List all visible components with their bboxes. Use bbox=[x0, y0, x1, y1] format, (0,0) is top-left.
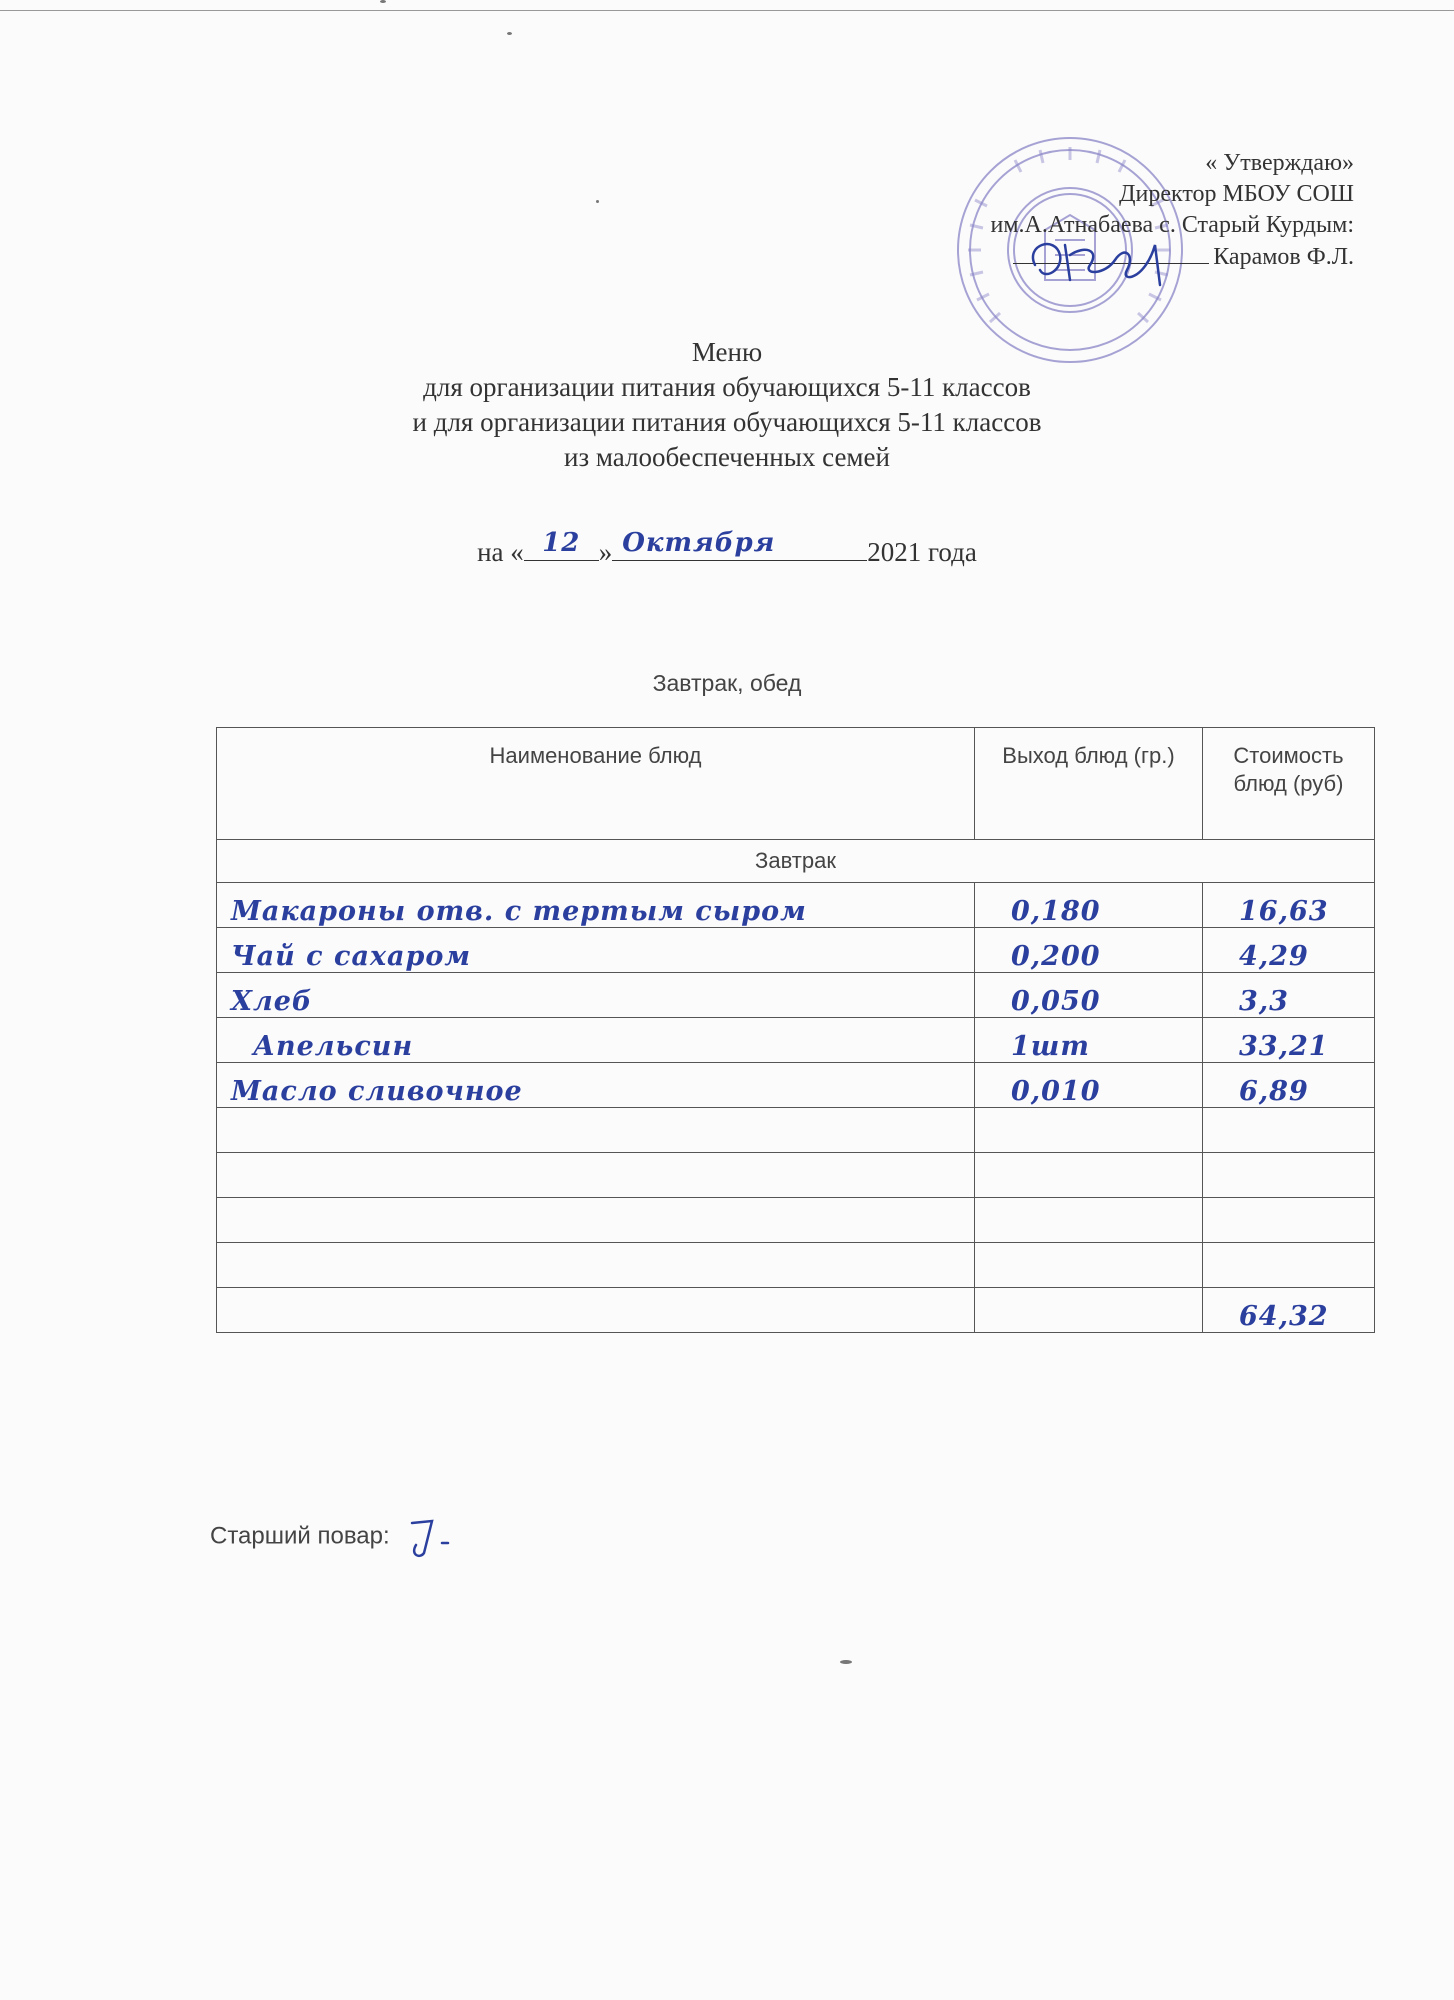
empty-row bbox=[217, 1153, 1375, 1198]
scan-speck bbox=[596, 200, 599, 203]
dish-output: 0,010 bbox=[1011, 1076, 1101, 1107]
dish-output: 0,180 bbox=[1011, 896, 1101, 927]
date-month-field bbox=[612, 530, 867, 561]
cook-signature bbox=[402, 1515, 462, 1559]
table-row bbox=[217, 928, 1375, 973]
title-line-3: и для организации питания обучающихся 5-11 классов bbox=[412, 407, 1042, 437]
title-line-4: из малообеспеченных семей bbox=[564, 442, 890, 472]
dish-cost: 16,63 bbox=[1239, 896, 1329, 927]
date-suffix: 2021 года bbox=[867, 537, 977, 567]
dish-cost: 4,29 bbox=[1239, 941, 1309, 972]
empty-row bbox=[217, 1108, 1375, 1153]
dish-output: 0,200 bbox=[1011, 941, 1101, 972]
header-output: Выход блюд (гр.) bbox=[975, 728, 1203, 840]
director-name: Карамов Ф.Л. bbox=[1213, 244, 1354, 270]
table-header-row bbox=[217, 728, 1375, 840]
date-prefix: на « bbox=[477, 537, 524, 567]
approval-school: им.А.Атнабаева с. Старый Курдым: bbox=[990, 212, 1354, 238]
table-row bbox=[217, 1018, 1375, 1063]
cook-label: Старший повар: bbox=[210, 1522, 390, 1550]
document-title bbox=[0, 335, 1454, 475]
scan-top-edge bbox=[0, 10, 1454, 11]
dish-name: Макароны отв. с тертым сыром bbox=[231, 896, 807, 927]
table-row bbox=[217, 883, 1375, 928]
empty-row bbox=[217, 1243, 1375, 1288]
table-row bbox=[217, 1063, 1375, 1108]
date-mid: » bbox=[598, 537, 613, 567]
dish-name: Чай с сахаром bbox=[231, 941, 472, 972]
dish-name: Хлеб bbox=[231, 986, 313, 1017]
empty-row bbox=[217, 1198, 1375, 1243]
dish-cost: 3,3 bbox=[1239, 986, 1289, 1017]
dish-name: Апельсин bbox=[253, 1031, 414, 1062]
scan-speck bbox=[507, 32, 512, 35]
scan-speck bbox=[840, 1660, 852, 1664]
scan-speck bbox=[380, 0, 386, 3]
approval-position: Директор МБОУ СОШ bbox=[1119, 181, 1354, 207]
date-month-handwritten: Октября bbox=[622, 528, 776, 558]
dish-output: 1шт bbox=[1011, 1031, 1090, 1062]
header-cost: Стоимость блюд (руб) bbox=[1203, 728, 1375, 840]
menu-table bbox=[216, 727, 1375, 1333]
table-row bbox=[217, 973, 1375, 1018]
cook-signature-block bbox=[210, 1515, 462, 1559]
director-signature bbox=[1015, 225, 1175, 295]
date-day-handwritten: 12 bbox=[542, 528, 581, 558]
title-line-1: Меню bbox=[691, 337, 763, 367]
section-label: Завтрак bbox=[217, 840, 1375, 883]
date-day-field bbox=[524, 530, 599, 561]
dish-cost: 6,89 bbox=[1239, 1076, 1309, 1107]
total-row bbox=[217, 1288, 1375, 1333]
section-row bbox=[217, 840, 1375, 883]
dish-output: 0,050 bbox=[1011, 986, 1101, 1017]
total-cost: 64,32 bbox=[1239, 1301, 1329, 1332]
meal-caption: Завтрак, обед bbox=[652, 670, 802, 696]
header-dish-name: Наименование блюд bbox=[217, 728, 975, 840]
dish-cost: 33,21 bbox=[1239, 1031, 1329, 1062]
dish-name: Масло сливочное bbox=[231, 1076, 523, 1107]
approval-heading: « Утверждаю» bbox=[1205, 150, 1354, 176]
title-line-2: для организации питания обучающихся 5-11 классов bbox=[423, 372, 1031, 402]
date-line bbox=[0, 530, 1454, 568]
